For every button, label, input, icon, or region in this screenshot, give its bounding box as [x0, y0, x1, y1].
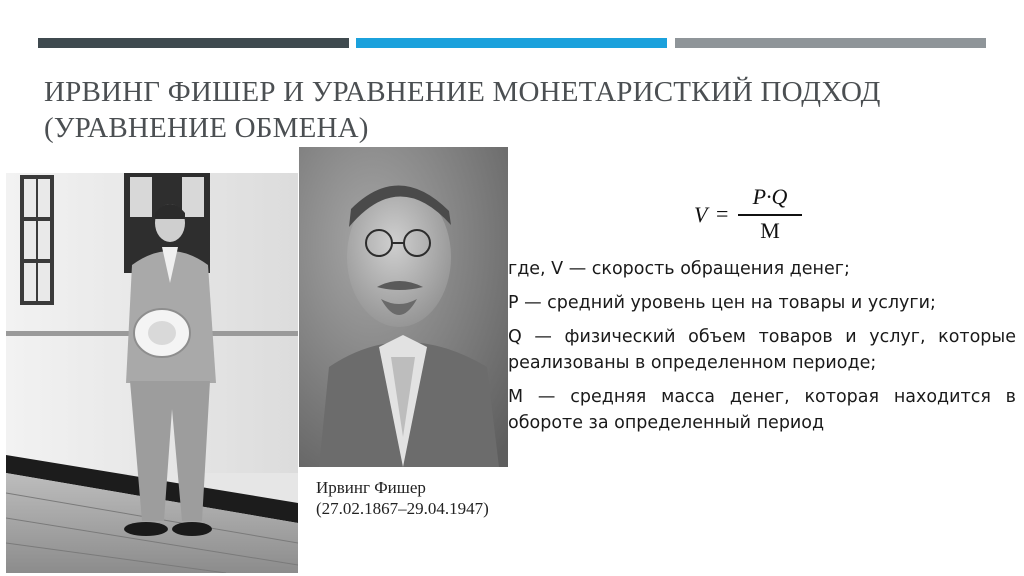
- formula-equals: =: [716, 201, 729, 226]
- exchange-equation: [694, 184, 824, 248]
- decor-bar-blue: [356, 38, 667, 48]
- caption-name: Ирвинг Фишер: [316, 478, 426, 497]
- definitions-list: [508, 256, 1016, 444]
- decor-bar-dark: [38, 38, 349, 48]
- photo-caption: [316, 477, 489, 519]
- title-line-2: (УРАВНЕНИЕ ОБМЕНА): [44, 112, 369, 144]
- formula-lhs: V: [694, 202, 708, 227]
- definition-p: P — средний уровень цен на товары и услуги;: [508, 293, 936, 313]
- caption-dates: (27.02.1867–29.04.1947): [316, 499, 489, 518]
- decor-bar-gray: [675, 38, 986, 48]
- definition-q: Q — физический объем товаров и услуг, которые реализованы в определенном периоде;: [508, 327, 1016, 373]
- definition-m: M — средняя масса денег, которая находится в обороте за определенный период: [508, 387, 1016, 433]
- title-line-1: ИРВИНГ ФИШЕР И УРАВНЕНИЕ МОНЕТАРИСТКИЙ ПОДХОД: [44, 76, 881, 108]
- formula-denominator: M: [760, 218, 780, 243]
- photo-full-length-portrait: [6, 173, 298, 573]
- slide-title: [44, 74, 944, 146]
- fraction-bar: [738, 214, 802, 216]
- formula-numerator: P·Q: [752, 184, 788, 209]
- definition-v: где, V — скорость обращения денег;: [508, 259, 850, 279]
- photo-portrait: [299, 147, 508, 467]
